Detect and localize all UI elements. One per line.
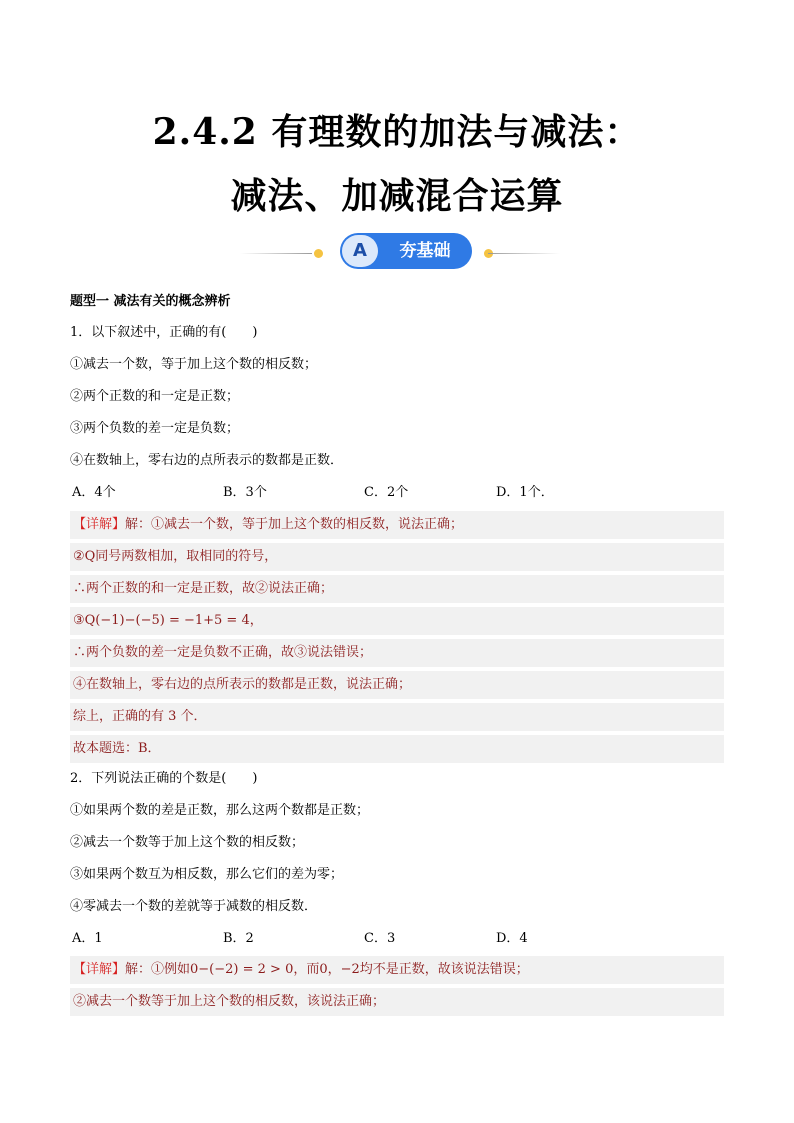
question-2-options	[70, 925, 724, 953]
solution-tag: 【详解】	[73, 517, 126, 532]
solution-line: ∴两个负数的差一定是负数不正确，故③说法错误；	[70, 639, 724, 667]
option-b: B．3个	[223, 485, 267, 500]
solution-line: ④在数轴上，零右边的点所表示的数都是正数，说法正确；	[70, 671, 724, 699]
banner-letter: A	[342, 235, 378, 267]
option-a: A．1	[72, 931, 103, 946]
question-2-item: ①如果两个数的差是正数，那么这两个数都是正数；	[70, 803, 370, 818]
page-title-line1: 2.4.2 有理数的加法与减法：	[152, 111, 642, 153]
page-title-line2: 减法、加减混合运算	[230, 175, 564, 217]
question-2-item: ②减去一个数等于加上这个数的相反数；	[70, 835, 305, 850]
banner-label: 夯基础	[399, 241, 451, 261]
question-2-stem: 2．下列说法正确的个数是( )	[70, 771, 258, 786]
solution-tag: 【详解】	[73, 962, 126, 977]
solution-line: 【详解】解：①例如0−(−2) = 2 > 0，而0，−2均不是正数，故该说法错误；	[70, 956, 724, 984]
question-1-item: ④在数轴上，零右边的点所表示的数都是正数．	[70, 453, 344, 468]
banner-divider-right	[488, 253, 560, 254]
question-1-item: ③两个负数的差一定是负数；	[70, 421, 240, 436]
section-heading: 题型一 减法有关的概念辨析	[70, 294, 231, 309]
banner-pill	[340, 233, 472, 269]
question-1-item: ①减去一个数，等于加上这个数的相反数；	[70, 357, 318, 372]
option-c: C．2个	[364, 485, 409, 500]
option-d: D．4	[496, 931, 528, 946]
question-2-item: ③如果两个数互为相反数，那么它们的差为零；	[70, 867, 344, 882]
question-2-item: ④零减去一个数的差就等于减数的相反数．	[70, 899, 318, 914]
option-a: A．4个	[72, 485, 116, 500]
solution-line: ③Q(−1)−(−5) = −1+5 = 4，	[70, 607, 724, 635]
section-banner	[240, 233, 560, 273]
solution-line: 【详解】解：①减去一个数，等于加上这个数的相反数，说法正确；	[70, 511, 724, 539]
solution-line: ②Q同号两数相加，取相同的符号，	[70, 543, 724, 571]
question-1-options	[70, 479, 724, 507]
option-b: B．2	[223, 931, 254, 946]
option-c: C．3	[364, 931, 396, 946]
solution-line: ∴两个正数的和一定是正数，故②说法正确；	[70, 575, 724, 603]
solution-line: ②减去一个数等于加上这个数的相反数，该说法正确；	[70, 988, 724, 1016]
banner-dot-left	[314, 249, 323, 258]
banner-divider-left	[240, 253, 312, 254]
question-1-stem: 1．以下叙述中，正确的有( )	[70, 325, 258, 340]
solution-line: 综上，正确的有 3 个．	[70, 703, 724, 731]
solution-line: 故本题选：B．	[70, 735, 724, 763]
option-d: D．1个．	[496, 485, 554, 500]
question-1-item: ②两个正数的和一定是正数；	[70, 389, 240, 404]
